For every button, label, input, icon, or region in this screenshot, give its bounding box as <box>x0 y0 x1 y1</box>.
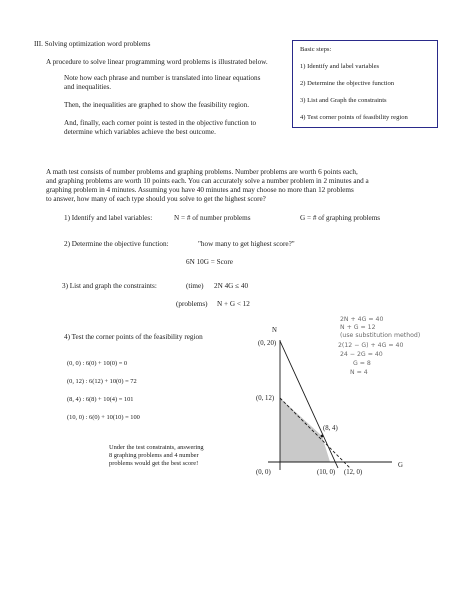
corner-test-4: (10, 0) : 6(0) + 10(10) = 100 <box>67 414 140 421</box>
time-tag: (time) <box>186 282 204 290</box>
corner-test-3: (8, 4) : 6(8) + 10(4) = 101 <box>67 396 134 403</box>
step-item-3: 3) List and Graph the constraints <box>300 97 387 104</box>
work-line-1: 2N + 4G = 40 <box>340 316 384 323</box>
problem-line-3: graphing problem in 4 minutes. Assuming you have 40 minutes and may choose no more than 12 problems <box>46 186 354 194</box>
objective-function: 6N 10G = Score <box>186 258 233 266</box>
label-0-20: (0, 20) <box>258 340 277 347</box>
problem-line-1: A math test consists of number problems and graphing problems. Number problems are worth 6 points each, <box>46 168 358 176</box>
label-0-0: (0, 0) <box>256 469 271 476</box>
finally-line-2: determine which variables achieve the best outcome. <box>64 128 216 136</box>
g-axis-title: G <box>398 462 403 469</box>
step2-quote: "how many to get highest score?" <box>198 240 295 248</box>
label-12-0: (12, 0) <box>344 469 363 476</box>
work-line-6: G = 8 <box>353 360 371 367</box>
time-constraint: 2N 4G ≤ 40 <box>214 282 249 290</box>
step-item-1: 1) Identify and label variables <box>300 63 380 70</box>
section-heading: III. Solving optimization word problems <box>34 40 151 48</box>
corner-point-marker <box>321 435 324 438</box>
step-item-2: 2) Determine the objective function <box>300 80 395 87</box>
conclusion-line-1: Under the test constraints, answering <box>109 444 204 451</box>
step4-label: 4) Test the corner points of the feasibility region <box>64 333 203 341</box>
work-line-2: N + G = 12 <box>340 324 376 331</box>
note-line-2: and inequalities. <box>64 83 112 91</box>
n-axis-title: N <box>272 327 277 334</box>
steps-title: Basic steps: <box>300 46 332 53</box>
then-text: Then, the inequalities are graphed to show the feasibility region. <box>64 101 250 109</box>
problems-constraint: N + G < 12 <box>217 300 250 308</box>
problem-line-4: to answer, how many of each type should you solve to get the highest score? <box>46 195 266 203</box>
corner-test-2: (0, 12) : 6(12) + 10(0) = 72 <box>67 378 137 385</box>
work-line-4: 2(12 − G) + 4G = 40 <box>338 342 404 349</box>
problems-tag: (problems) <box>176 300 208 308</box>
step1-n-definition: N = # of number problems <box>174 214 251 222</box>
work-line-5: 24 − 2G = 40 <box>340 351 383 358</box>
corner-test-1: (0, 0) : 6(0) + 10(0) = 0 <box>67 360 128 367</box>
step-item-4: 4) Test corner points of feasibility region <box>300 114 408 121</box>
conclusion-line-2: 8 graphing problems and 4 number <box>109 452 199 459</box>
step1-g-definition: G = # of graphing problems <box>300 214 381 222</box>
finally-line-1: And, finally, each corner point is tested in the objective function to <box>64 119 257 127</box>
step3-label: 3) List and graph the constraints: <box>62 282 157 290</box>
label-8-4: (8, 4) <box>323 425 338 432</box>
work-line-7: N = 4 <box>350 369 368 376</box>
conclusion-line-3: problems would get the best score! <box>109 460 199 467</box>
problem-line-2: and graphing problems are worth 10 points each. You can accurately solve a number problem in 2 minutes and a <box>46 177 369 185</box>
step2-label: 2) Determine the objective function: <box>64 240 169 248</box>
work-line-3: (use substitution method) <box>340 332 421 339</box>
note-line-1: Note how each phrase and number is translated into linear equations <box>64 74 261 82</box>
step1-label: 1) Identify and label variables: <box>64 214 153 222</box>
procedure-text: A procedure to solve linear programming word problems is illustrated below. <box>46 58 268 66</box>
label-0-12: (0, 12) <box>256 395 275 402</box>
label-10-0: (10, 0) <box>317 469 336 476</box>
